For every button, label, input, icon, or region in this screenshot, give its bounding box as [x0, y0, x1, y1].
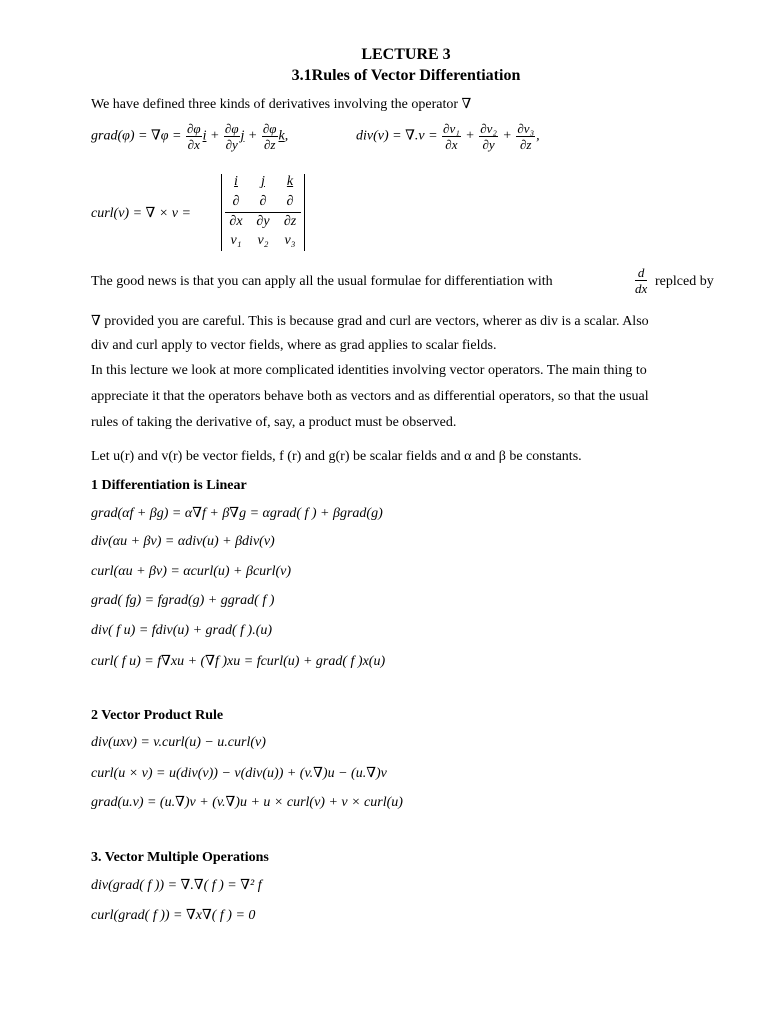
d-dx-den: dx	[635, 281, 648, 296]
div-frac-z	[516, 122, 535, 151]
grad-unit-k: k	[278, 128, 285, 144]
curl-determinant	[221, 174, 305, 251]
grad-definition	[91, 122, 288, 151]
div-frac-x-den: ∂x	[445, 137, 458, 152]
det-v3: v₃	[284, 233, 296, 248]
grad-frac-y-num: ∂φ	[224, 121, 239, 136]
section-1-heading: 1 Differentiation is Linear	[91, 478, 247, 493]
lecture-label: LECTURE 3	[361, 46, 451, 63]
div-frac-y-num: ∂v₂	[480, 121, 497, 136]
plus-1: +	[209, 128, 220, 144]
intro-text: We have defined three kinds of derivatives involving the operator ∇	[91, 97, 472, 112]
grad-frac-x	[186, 122, 202, 151]
det-i: i	[234, 174, 238, 189]
grad-frac-z-den: ∂z	[263, 137, 276, 152]
let-statement: Let u(r) and v(r) be vector fields, f (r) and g(r) be scalar fields and α and β be constants.	[91, 449, 582, 464]
det-k: k	[286, 174, 294, 189]
grad-frac-z-num: ∂φ	[262, 121, 277, 136]
div-frac-x	[442, 122, 461, 151]
div-lhs: div(v) = ∇.v =	[356, 128, 438, 144]
grad-unit-i: i	[202, 128, 207, 144]
section-2-heading: 2 Vector Product Rule	[91, 708, 224, 723]
grad-frac-z	[262, 122, 278, 151]
d-dx-num: d	[635, 266, 647, 281]
equation-div-grad: div(grad( f )) = ∇.∇( f ) = ∇² f	[91, 878, 262, 893]
det-j: j	[261, 174, 265, 189]
grad-lhs: grad(φ) = ∇φ =	[91, 128, 182, 144]
div-frac-y	[479, 122, 498, 151]
good-news-line-6: rules of taking the derivative of, say, a product must be observed.	[91, 415, 457, 430]
det-dy: ∂y	[256, 214, 270, 229]
det-fraction-rule	[225, 212, 301, 213]
grad-unit-j: j	[240, 128, 245, 144]
equation-div-product: div( f u) = fdiv(u) + grad( f ).(u)	[91, 623, 273, 638]
d-dx-fraction	[634, 266, 648, 295]
equation-grad-dot: grad(u.v) = (u.∇)v + (v.∇)u + u × curl(v) + v × curl(u)	[91, 795, 403, 810]
good-news-line-2: ∇ provided you are careful. This is because grad and curl are vectors, wherer as div is a scalar. Also	[91, 314, 649, 329]
div-frac-y-den: ∂y	[482, 137, 495, 152]
page-title: 3.1Rules of Vector Differentiation	[291, 67, 521, 84]
good-news-line-4: In this lecture we look at more complicated identities involving vector operators. The main thing to	[91, 363, 647, 378]
grad-frac-x-den: ∂x	[187, 137, 200, 152]
grad-frac-x-num: ∂φ	[186, 121, 201, 136]
div-frac-z-den: ∂z	[519, 137, 532, 152]
grad-frac-y-den: ∂y	[225, 137, 238, 152]
equation-curl-grad: curl(grad( f )) = ∇x∇( f ) = 0	[91, 908, 256, 923]
good-news-line-1b: replced by	[655, 274, 714, 289]
comma-2: ,	[536, 128, 540, 144]
det-dz: ∂z	[283, 214, 297, 229]
equation-curl-cross: curl(u × v) = u(div(v)) − v(div(u)) + (v.∇)u − (u.∇)v	[91, 766, 387, 781]
section-3-heading: 3. Vector Multiple Operations	[91, 850, 269, 865]
det-partial-1: ∂	[232, 194, 240, 209]
equation-linear-div: div(αu + βv) = αdiv(u) + βdiv(v)	[91, 534, 275, 549]
det-partial-3: ∂	[286, 194, 294, 209]
equation-grad-product: grad( fg) = fgrad(g) + ggrad( f )	[91, 593, 275, 608]
det-dx: ∂x	[229, 214, 243, 229]
good-news-line-1a: The good news is that you can apply all the usual formulae for differentiation with	[91, 274, 553, 289]
equation-div-cross: div(uxv) = v.curl(u) − u.curl(v)	[91, 735, 266, 750]
div-frac-x-num: ∂v₁	[443, 121, 460, 136]
equation-linear-curl: curl(αu + βv) = αcurl(u) + βcurl(v)	[91, 564, 292, 579]
plus-3: +	[465, 128, 475, 144]
det-partial-2: ∂	[259, 194, 267, 209]
plus-2: +	[247, 128, 258, 144]
curl-lhs: curl(v) = ∇ × v =	[91, 206, 191, 221]
grad-frac-y	[224, 122, 240, 151]
div-frac-z-num: ∂v₃	[517, 121, 535, 136]
div-definition	[356, 122, 540, 151]
det-v2: v₂	[257, 233, 269, 248]
comma-1: ,	[284, 128, 289, 144]
det-v1: v₁	[230, 233, 242, 248]
equation-curl-product: curl( f u) = f∇xu + (∇f )xu = fcurl(u) + grad( f )x(u)	[91, 654, 386, 669]
equation-linear-grad: grad(αf + βg) = α∇f + β∇g = αgrad( f ) + βgrad(g)	[91, 506, 383, 521]
plus-4: +	[502, 128, 512, 144]
good-news-line-5: appreciate it that the operators behave both as vectors and as differential operators, so that the usual	[91, 389, 649, 404]
good-news-line-3: div and curl apply to vector fields, where as grad applies to scalar fields.	[91, 338, 497, 353]
